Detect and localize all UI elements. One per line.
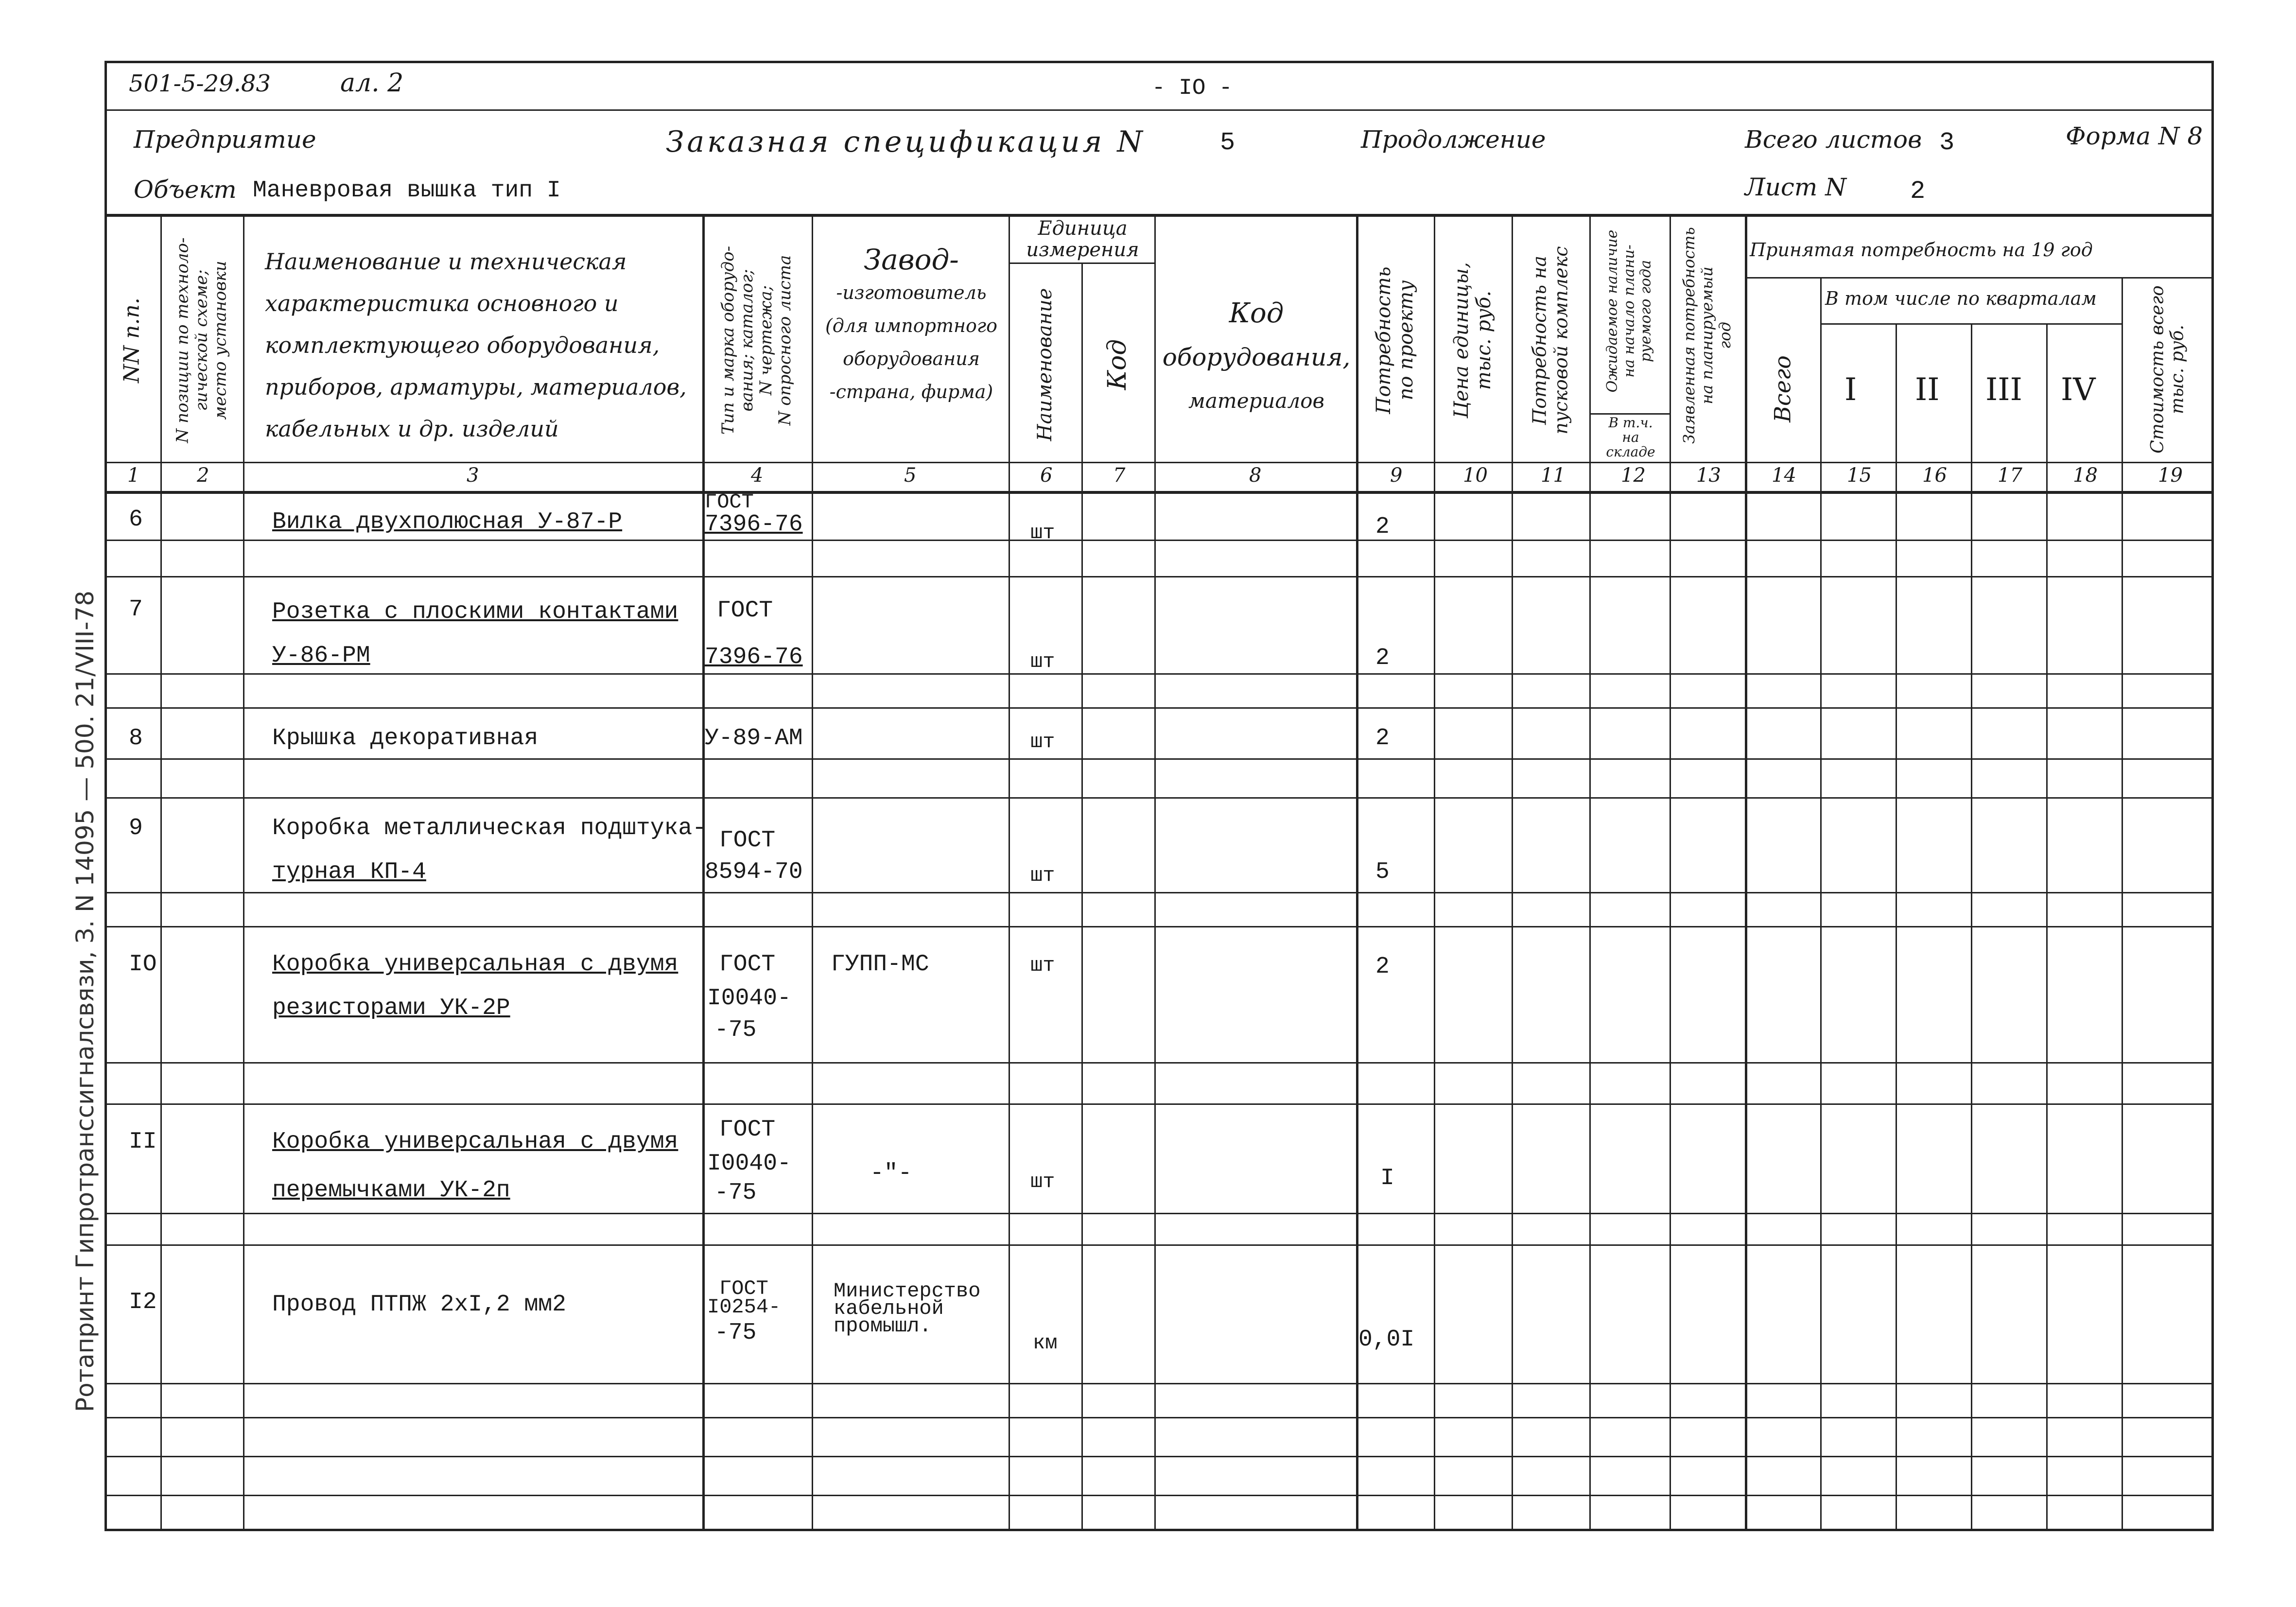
col-line-1: [160, 214, 162, 1531]
row-rule-1: [104, 540, 2214, 541]
col-header-7: Код: [1103, 339, 1132, 390]
col-header-14: Всего: [1769, 355, 1796, 422]
row-10-maker: ГУПП-МС: [831, 951, 929, 978]
sheet-label: Лист N: [1745, 173, 1846, 201]
col-number-10: 10: [1463, 464, 1488, 487]
col-line-5: [1009, 214, 1010, 1531]
col-header-10: Цена единицы, тыс. руб.: [1450, 262, 1495, 419]
col-number-11: 11: [1541, 464, 1565, 487]
col-header-8: Код оборудования, материалов: [1162, 297, 1351, 413]
row-rule-3: [104, 673, 2214, 675]
row-rule-15: [104, 1456, 2214, 1457]
row-8-type: У-89-АМ: [705, 725, 803, 751]
row-11-number: II: [129, 1129, 157, 1155]
row-rule-6: [104, 797, 2214, 799]
col-number-19: 19: [2158, 464, 2183, 487]
col-header-6: Наименование: [1034, 288, 1056, 441]
col-number-13: 13: [1696, 464, 1721, 487]
form-number: Форма N 8: [2066, 122, 2203, 150]
row-10-number: IO: [129, 951, 157, 978]
accepted-group-rule: [1745, 277, 2214, 279]
table-top-rule: [104, 214, 2214, 217]
row-rule-12: [104, 1244, 2214, 1246]
column-number-rule: [104, 462, 2214, 463]
row-8-unit: шт: [1030, 730, 1055, 753]
col-number-7: 7: [1113, 464, 1126, 487]
page-number: - IO -: [1152, 75, 1233, 101]
col-line-13: [1745, 214, 1747, 1531]
row-11-unit: шт: [1030, 1170, 1055, 1193]
spec-number: 5: [1220, 128, 1235, 157]
row-rule-4: [104, 707, 2214, 709]
row-rule-7: [104, 892, 2214, 893]
col-header-15: I: [1844, 372, 1857, 408]
row-8-name: Крышка декоративная: [272, 725, 539, 751]
row-8-number: 8: [129, 725, 143, 751]
row-6-type-1: ГОСТ: [705, 490, 754, 514]
row-9-qty: 5: [1375, 859, 1390, 885]
row-12-maker: Министерство кабельной промышл.: [834, 1279, 981, 1338]
row-7-type-2: 7396-76: [705, 644, 803, 670]
row-6-name: Вилка двухполюсная У-87-Р: [272, 509, 623, 535]
row-12-qty: 0,0I: [1358, 1327, 1415, 1353]
col-line-11: [1589, 214, 1591, 1531]
row-7-type-1: ГОСТ: [717, 597, 773, 624]
col-header-19: Стоимость всего тыс. руб.: [2147, 285, 2188, 454]
col-number-16: 16: [1922, 464, 1947, 487]
row-10-qty: 2: [1375, 954, 1390, 980]
row-6-type-2: 7396-76: [705, 511, 803, 538]
row-6-unit: шт: [1030, 521, 1055, 544]
col-line-18: [2122, 277, 2123, 1531]
col-number-18: 18: [2073, 464, 2098, 487]
col-header-16: II: [1915, 372, 1940, 408]
col-header-5: Завод- -изготовитель (для импортного оборудования -страна, фирма): [825, 243, 998, 402]
enterprise-label: Предприятие: [134, 125, 316, 154]
row-9-unit: шт: [1030, 864, 1055, 887]
row-rule-13: [104, 1383, 2214, 1384]
col-header-13: Заявленная потребность на планируемый год: [1679, 227, 1734, 444]
row-rule-8: [104, 926, 2214, 927]
row-10-type-1: ГОСТ: [719, 951, 776, 978]
col-line-14: [1820, 277, 1822, 1531]
total-sheets-value: 3: [1939, 128, 1955, 157]
row-12-type-1: ГОСТ: [719, 1277, 768, 1300]
row-rule-9: [104, 1062, 2214, 1064]
col-header-1: NN п.п.: [119, 297, 144, 383]
row-12-number: I2: [129, 1289, 157, 1315]
col-number-14: 14: [1772, 464, 1796, 487]
col-header-2: N позиции по техноло- гической схеме; место установки: [173, 237, 230, 443]
body-top-rule: [104, 491, 2214, 494]
sheet-value: 2: [1910, 177, 1926, 206]
col-number-4: 4: [751, 464, 764, 487]
col-number-15: 15: [1847, 464, 1872, 487]
col-number-2: 2: [197, 464, 209, 487]
row-rule-11: [104, 1213, 2214, 1214]
row-10-name-1: Коробка универсальная с двумя: [272, 951, 678, 978]
row-7-qty: 2: [1375, 645, 1390, 671]
row-rule-10: [104, 1103, 2214, 1105]
row-9-type-2: 8594-70: [705, 859, 803, 885]
margin-imprint: Ротапринт Гипротранссигналсвязи, З. N 14095 — 500. 21/VIII-78: [71, 590, 99, 1413]
spec-title: Заказная спецификация N: [666, 125, 1146, 159]
row-12-unit: км: [1033, 1331, 1058, 1355]
row-12-name: Провод ПТПЖ 2хI,2 мм2: [272, 1292, 566, 1318]
total-sheets-label: Всего листов: [1745, 125, 1922, 154]
row-11-type-3: -75: [714, 1180, 757, 1206]
row-7-name-2: У-86-РМ: [272, 643, 370, 669]
continuation-label: Продолжение: [1361, 125, 1546, 154]
row-11-maker: -"-: [870, 1160, 912, 1187]
col-header-17: III: [1985, 372, 2022, 408]
col-header-3: Наименование и техническая характеристика основного и комплектующего оборудования, приборов, арматуры, материалов, кабельных и др. изделий: [265, 248, 687, 442]
header-rule: [104, 109, 2214, 111]
row-6-qty: 2: [1375, 514, 1390, 540]
col-number-8: 8: [1249, 464, 1262, 487]
col-header-18: IV: [2061, 372, 2096, 408]
col-line-12: [1670, 214, 1671, 1531]
col-number-1: 1: [127, 464, 140, 487]
object-label: Объект: [134, 175, 237, 204]
col-number-5: 5: [904, 464, 917, 487]
col-number-17: 17: [1998, 464, 2022, 487]
col-header-12: Ожидаемое наличие на начало плани- руемого года: [1603, 229, 1654, 393]
row-10-type-2: I0040-: [707, 985, 791, 1012]
col-number-12: 12: [1621, 464, 1646, 487]
col-header-11: Потребность на пусковой комплекс: [1529, 246, 1571, 435]
row-10-name-2: резисторами УК-2Р: [272, 995, 510, 1021]
col-line-2: [243, 214, 244, 1531]
row-11-qty: I: [1380, 1165, 1394, 1191]
row-7-name-1: Розетка с плоскими контактами: [272, 599, 678, 625]
row-rule-14: [104, 1417, 2214, 1418]
col-line-7: [1154, 214, 1156, 1531]
row-11-type-1: ГОСТ: [719, 1117, 776, 1143]
col-line-10: [1512, 214, 1513, 1531]
col-header-12-sub: В т.ч. на складе: [1606, 415, 1655, 460]
row-9-number: 9: [129, 815, 143, 841]
row-rule-16: [104, 1495, 2214, 1496]
col-number-3: 3: [467, 464, 479, 487]
row-11-type-2: I0040-: [707, 1151, 791, 1177]
row-11-name-2: перемычками УК-2п: [272, 1177, 510, 1204]
row-7-number: 7: [129, 596, 143, 623]
row-7-unit: шт: [1030, 650, 1055, 673]
col-header-9: Потребность по проекту: [1373, 266, 1417, 414]
row-9-name-1: Коробка металлическая подштука-: [272, 815, 706, 841]
col-line-9: [1434, 214, 1435, 1531]
row-rule-2: [104, 576, 2214, 577]
col-line-6: [1081, 262, 1083, 1531]
row-10-type-3: -75: [714, 1017, 757, 1043]
row-rule-5: [104, 758, 2214, 760]
row-10-unit: шт: [1030, 954, 1055, 977]
row-11-name-1: Коробка универсальная с двумя: [272, 1129, 678, 1155]
accepted-group-header: Принятая потребность на 19 год: [1750, 239, 2093, 261]
col-header-4: Тип и марка оборудо- вания; каталог; N чертежа; N опросного листа: [718, 245, 795, 435]
sheet-code: 501-5-29.83: [129, 70, 271, 97]
col-line-4: [812, 214, 813, 1531]
unit-group-header: Единица измерения: [1026, 217, 1139, 261]
row-8-qty: 2: [1375, 725, 1390, 751]
row-12-type-3: -75: [714, 1320, 757, 1346]
row-9-name-2: турная КП-4: [272, 859, 426, 885]
col-number-9: 9: [1390, 464, 1403, 487]
row-9-type-1: ГОСТ: [719, 827, 776, 854]
object-value: Маневровая вышка тип I: [253, 177, 561, 204]
row-12-type-2: I0254-: [707, 1295, 781, 1319]
col-number-6: 6: [1040, 464, 1053, 487]
row-6-number: 6: [129, 507, 143, 533]
album-label: ал. 2: [340, 69, 404, 98]
quarter-group-header: В том числе по кварталам: [1825, 288, 2097, 309]
